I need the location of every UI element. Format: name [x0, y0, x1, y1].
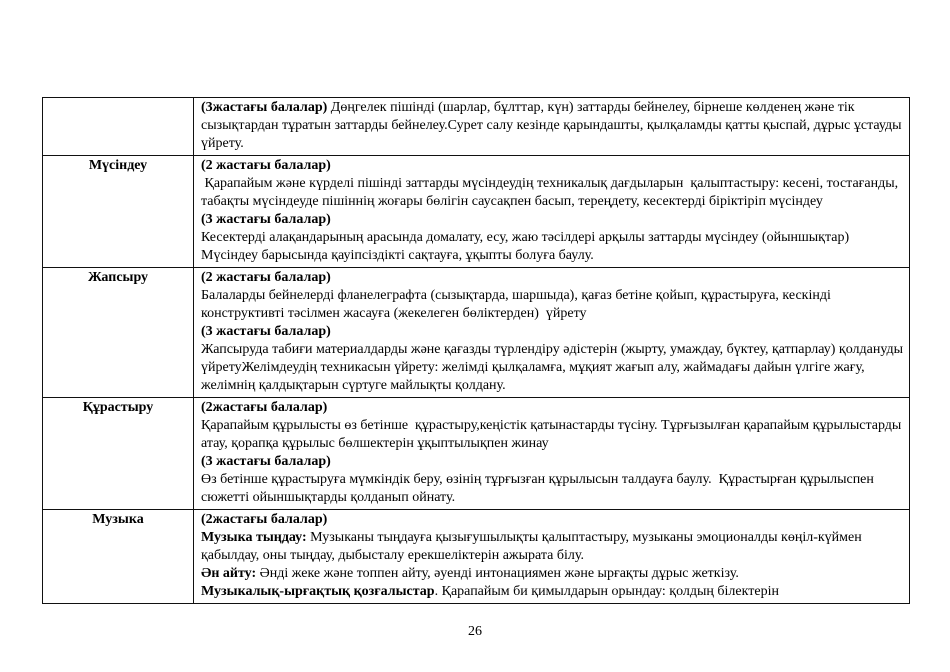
paragraph	[201, 175, 904, 211]
bold-text-run: (2 жастағы балалар)	[201, 158, 331, 173]
row-label: Жапсыру	[43, 268, 194, 397]
row-label	[43, 98, 194, 155]
table-row	[43, 398, 909, 510]
bold-text-run: (3 жастағы балалар)	[201, 324, 331, 339]
row-content	[194, 156, 909, 267]
table-row	[43, 510, 909, 603]
bold-text-run: (3жастағы балалар)	[201, 100, 328, 115]
bold-text-run: (3 жастағы балалар)	[201, 212, 331, 227]
row-content	[194, 510, 909, 603]
text-run: Өз бетінше құрастыруға мүмкіндік беру, өзінің тұрғызған құрылысын талдауға баулу. Құрастырған құрылыспен сюжетті ойыншықтарды қолданып ойнату.	[201, 472, 878, 505]
row-content	[194, 98, 909, 155]
bold-text-run: (3 жастағы балалар)	[201, 454, 331, 469]
paragraph	[201, 471, 904, 507]
paragraph	[201, 229, 904, 265]
text-run: Қарапайым құрылысты өз бетінше құрастыру,кеңістік қатынастарды түсіну. Тұрғызылған қарапайым құрылыстарды атау, қорапқа құрылыс бөлшектерін ұқыптылықпен жинау	[201, 418, 905, 451]
text-run: Кесектерді алақандарының арасында домалату, есу, жаю тәсілдері арқылы заттарды мүсіндеу (ойыншықтар) Мүсіндеу барысында қауіпсіздікті сақтауға, ұқыпты болуға баулу.	[201, 230, 857, 263]
bold-text-run: (2жастағы балалар)	[201, 512, 328, 527]
paragraph	[201, 511, 904, 529]
paragraph	[201, 157, 904, 175]
text-run: Жапсыруда табиғи материалдарды және қағазды түрлендіру әдістерін (жырту, умаждау, бүктеу, қатпарлау) қолдануды үйретуЖелімдеудің техникасын үйрету: желімді қылқаламға, мұқият жағып алу, жаймадағы дайын үлгіге жағу, желімнің қалдықтарын сүртуге майлықты қолдану.	[201, 342, 907, 393]
text-run: Дөңгелек пішінді (шарлар, бұлттар, күн) заттарды бейнелеу, бірнеше көлденең және тік сызықтардан тұратын заттарды бейнелеу.Сурет салу кезінде қарындашты, қылқаламды қатты қыспай, дұрыс ұстауды үйрету.	[201, 100, 906, 151]
paragraph	[201, 453, 904, 471]
table-row	[43, 98, 909, 156]
paragraph	[201, 211, 904, 229]
paragraph	[201, 99, 904, 153]
paragraph	[201, 529, 904, 565]
text-run: Музыканы тыңдауға қызығушылықты қалыптастыру, музыканы эмоционалды көңіл-күймен қабылдау, оны тыңдау, дыбысталу ерекшеліктерін ажырата білу.	[201, 530, 866, 563]
bold-text-run: Музыкалық-ырғақтық қозғалыстар	[201, 584, 435, 599]
row-label: Мүсіндеу	[43, 156, 194, 267]
curriculum-table	[42, 97, 910, 604]
paragraph	[201, 399, 904, 417]
row-label: Музыка	[43, 510, 194, 603]
paragraph	[201, 269, 904, 287]
paragraph	[201, 417, 904, 453]
table-row	[43, 156, 909, 268]
row-label: Құрастыру	[43, 398, 194, 509]
bold-text-run: Музыка тыңдау:	[201, 530, 307, 545]
bold-text-run: (2жастағы балалар)	[201, 400, 328, 415]
row-content	[194, 398, 909, 509]
text-run: Қарапайым және күрделі пішінді заттарды мүсіндеудің техникалық дағдыларын қалыптастыру: кесені, тостағанды, табақты мүсіндеуде пішіннің жоғары бөлігін саусақпен басып, тереңдету, кесектерді біріктіріп мүсіндеу	[201, 176, 902, 209]
bold-text-run: Ән айту:	[201, 566, 257, 581]
row-content	[194, 268, 909, 397]
text-run: Әнді жеке және топпен айту, әуенді интонациямен және ырғақты дұрыс жеткізу.	[256, 566, 739, 581]
paragraph	[201, 323, 904, 341]
text-run: . Қарапайым би қимылдарын орындау: қолдың білектерін	[434, 584, 779, 599]
paragraph	[201, 565, 904, 583]
text-run: Балаларды бейнелерді фланелеграфта (сызықтарда, шаршыда), қағаз бетіне қойып, құрастыруға, кескінді конструктивті тәсілмен жасауға (жекелеген бөліктерден) үйрету	[201, 288, 835, 321]
paragraph	[201, 287, 904, 323]
table-row	[43, 268, 909, 398]
page-number: 26	[468, 624, 482, 639]
paragraph	[201, 341, 907, 395]
paragraph	[201, 583, 904, 601]
bold-text-run: (2 жастағы балалар)	[201, 270, 331, 285]
